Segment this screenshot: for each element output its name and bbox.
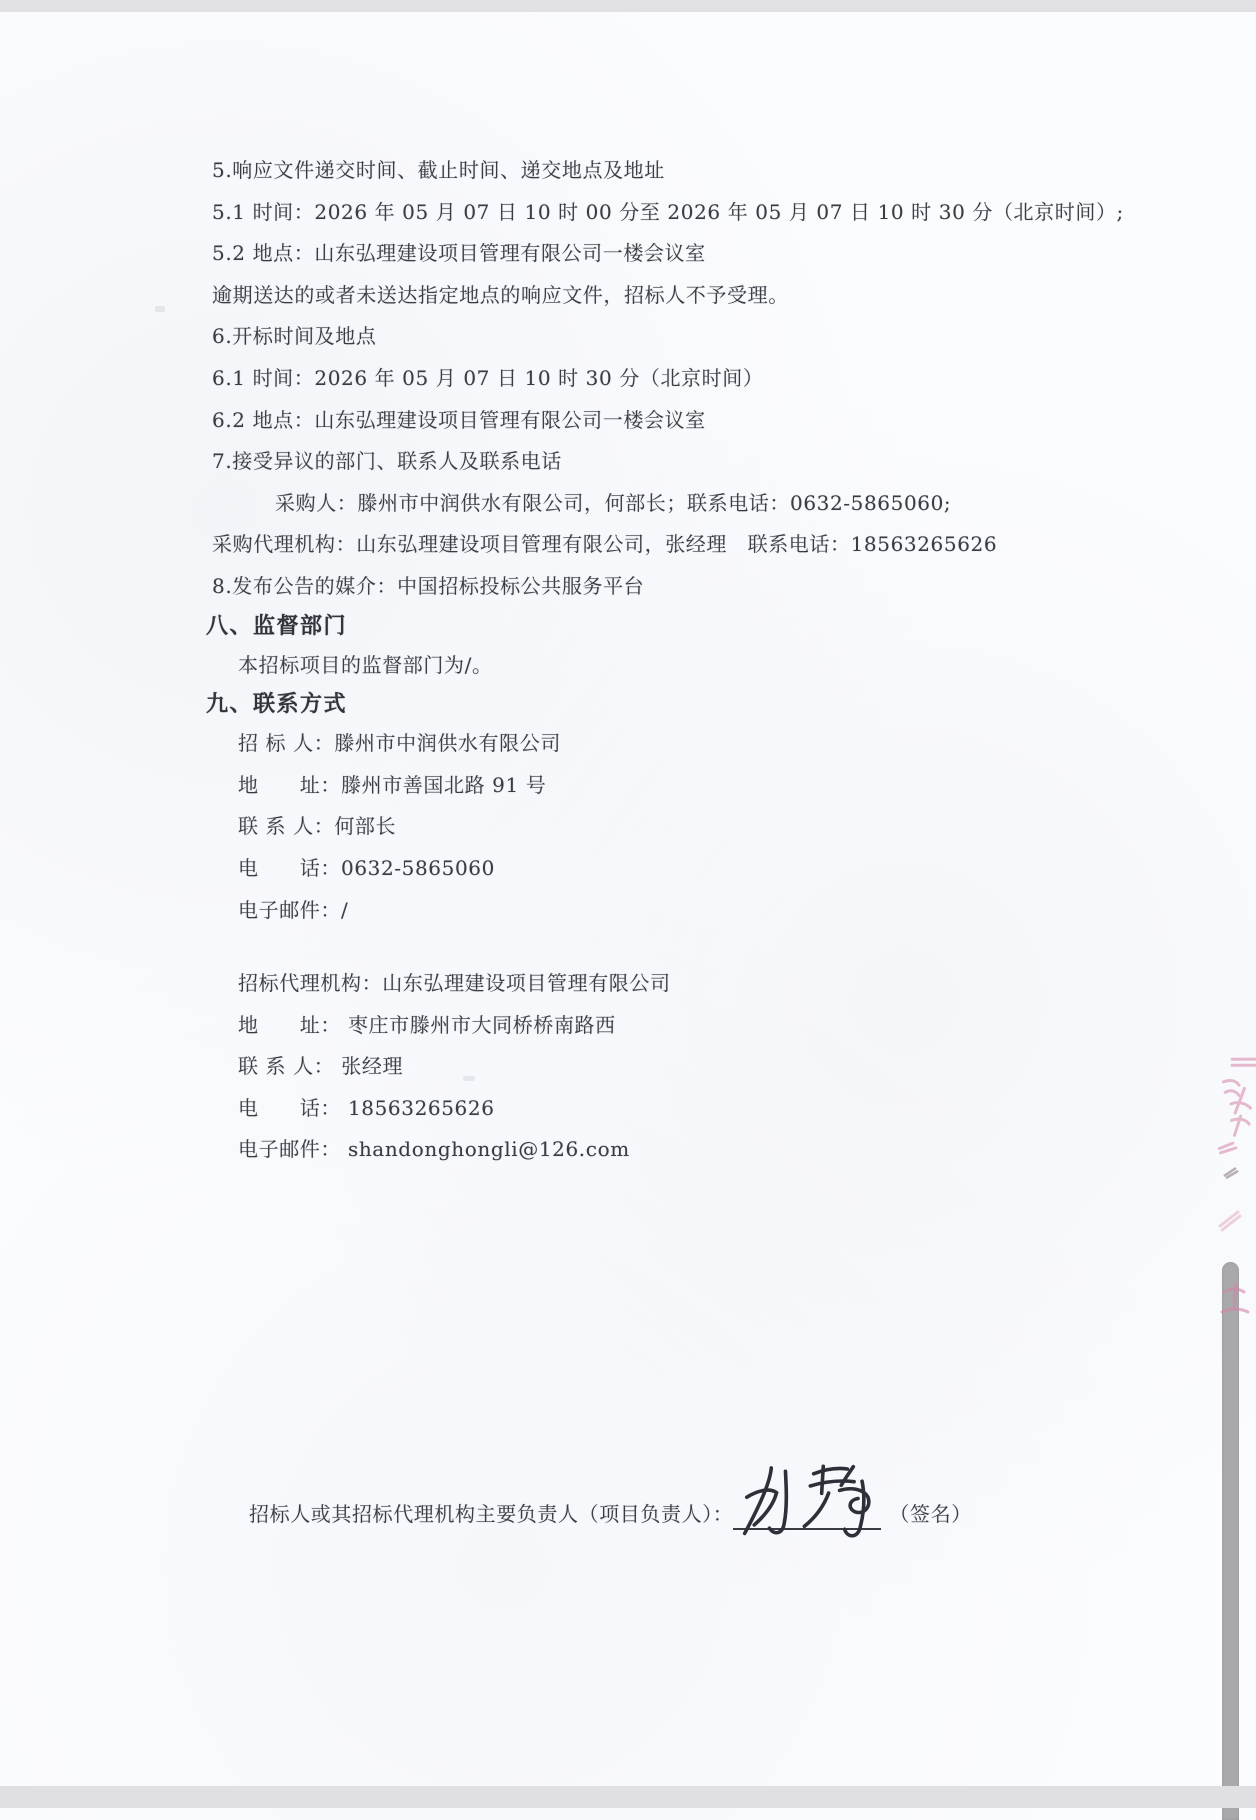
scan-speck-2 xyxy=(463,1076,475,1081)
agency-email-row: 电子邮件： shandonghongli@126.com xyxy=(238,1137,630,1162)
agency-address-row: 地 址： 枣庄市滕州市大同桥桥南路西 xyxy=(238,1012,616,1037)
agency-phone-row: 电 话： 18563265626 xyxy=(238,1095,495,1120)
signature-ink-strokes xyxy=(735,1452,885,1548)
tenderer-contact-row: 联 系 人：何部长 xyxy=(238,814,397,839)
top-edge-shadow xyxy=(0,0,1256,12)
signature-label: 招标人或其招标代理机构主要负责人（项目负责人）： xyxy=(249,1502,734,1526)
agency-name-row: 招标代理机构：山东弘理建设项目管理有限公司 xyxy=(238,971,671,996)
paragraph-7-heading: 7.接受异议的部门、联系人及联系电话 xyxy=(212,449,562,474)
stamp-bleed-mark-upper xyxy=(1204,1050,1256,1186)
paragraph-5-2: 5.2 地点：山东弘理建设项目管理有限公司一楼会议室 xyxy=(212,241,706,266)
tenderer-name-row: 招 标 人：滕州市中润供水有限公司 xyxy=(238,731,561,756)
paragraph-7-purchaser: 采购人：滕州市中润供水有限公司，何部长；联系电话：0632-5865060; xyxy=(275,490,952,515)
paragraph-6-heading: 6.开标时间及地点 xyxy=(212,324,377,349)
paragraph-7-agency: 采购代理机构：山东弘理建设项目管理有限公司，张经理 联系电话：18563265626 xyxy=(212,532,998,557)
paragraph-5-1: 5.1 时间：2026 年 05 月 07 日 10 时 00 分至 2026 年 05 月 07 日 10 时 30 分（北京时间）; xyxy=(212,199,1124,224)
tenderer-address-row: 地 址：滕州市善国北路 91 号 xyxy=(238,772,547,797)
section-9-heading: 九、联系方式 xyxy=(206,691,348,718)
document-body xyxy=(206,150,1124,1171)
bottom-edge-shadow xyxy=(0,1786,1256,1808)
stamp-bleed-mark-middle xyxy=(1212,1196,1252,1240)
handwritten-signature xyxy=(735,1452,885,1548)
paragraph-6-2: 6.2 地点：山东弘理建设项目管理有限公司一楼会议室 xyxy=(212,407,706,432)
tenderer-email-row: 电子邮件：/ xyxy=(238,897,349,922)
supervision-note: 本招标项目的监督部门为/。 xyxy=(238,652,493,677)
paragraph-8: 8.发布公告的媒介：中国招标投标公共服务平台 xyxy=(212,573,645,598)
scan-speck-1 xyxy=(155,306,165,312)
signature-row xyxy=(249,1452,972,1548)
paragraph-5-heading: 5.响应文件递交时间、截止时间、递交地点及地址 xyxy=(212,158,665,182)
agency-contact-row: 联 系 人： 张经理 xyxy=(238,1054,404,1079)
tenderer-phone-row: 电 话：0632-5865060 xyxy=(238,855,495,880)
paragraph-6-1: 6.1 时间：2026 年 05 月 07 日 10 时 30 分（北京时间） xyxy=(212,365,764,390)
stamp-bleed-mark-on-strip xyxy=(1216,1278,1256,1324)
scrollbar-thumb[interactable] xyxy=(1222,1262,1239,1820)
section-8-heading: 八、监督部门 xyxy=(206,612,348,639)
signature-suffix: （签名） xyxy=(889,1502,972,1526)
paragraph-5-note: 逾期送达的或者未送达指定地点的响应文件，招标人不予受理。 xyxy=(212,282,789,307)
